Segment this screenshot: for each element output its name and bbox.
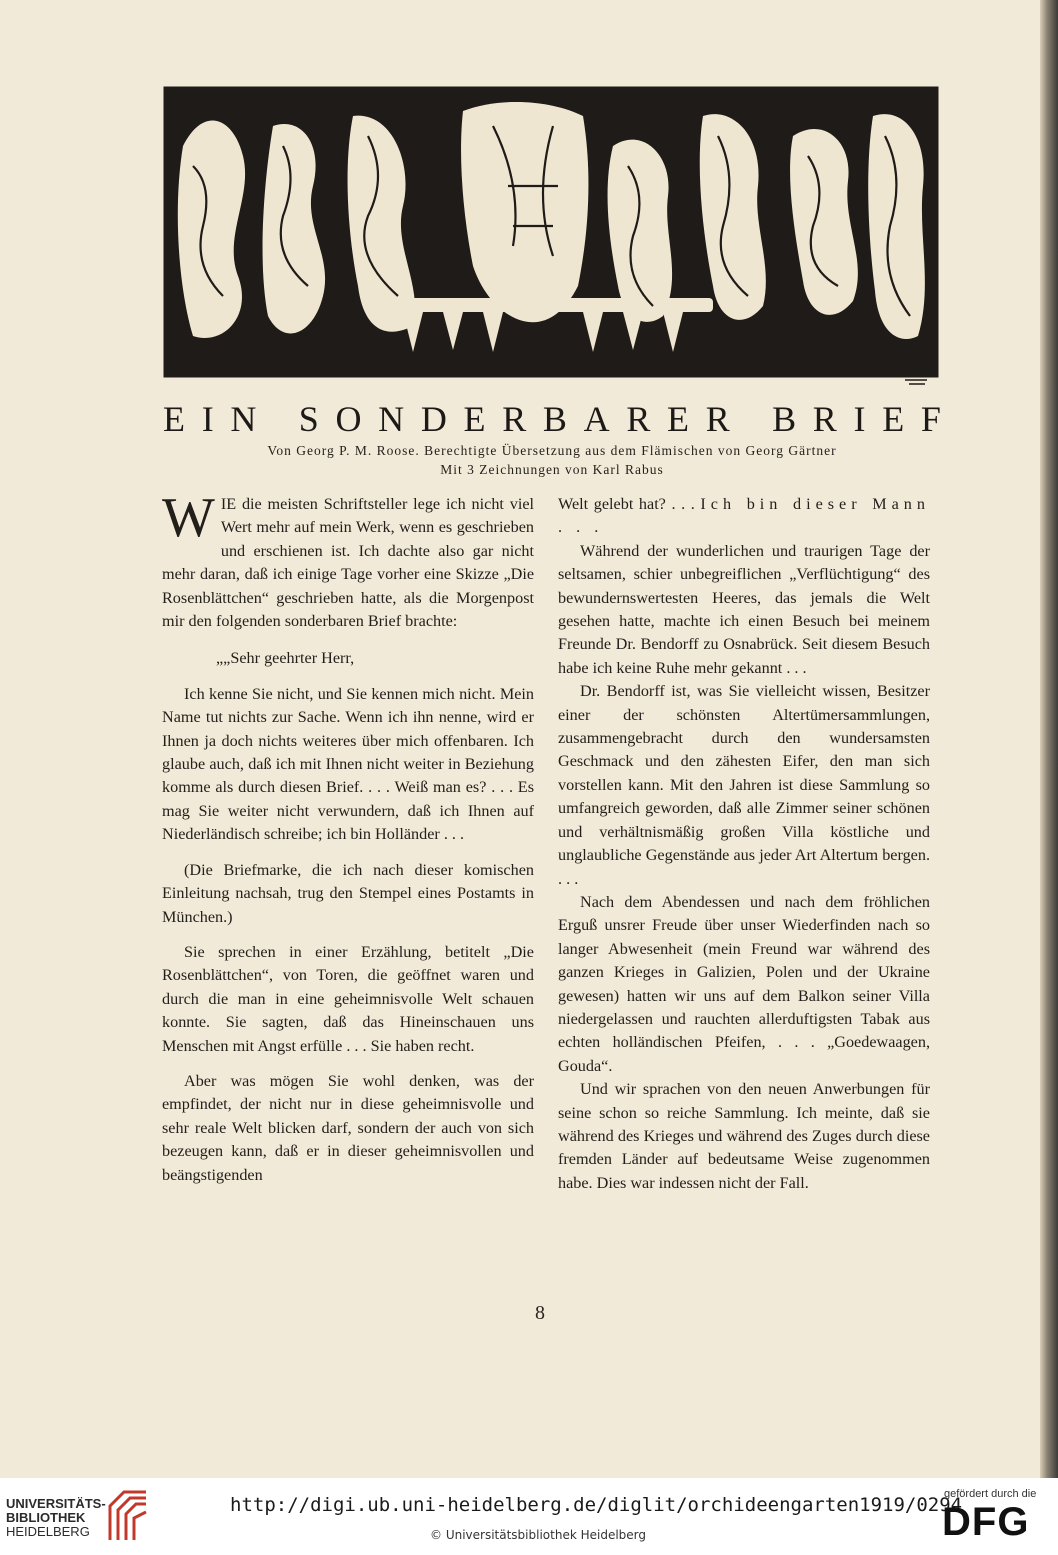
title-letter: E <box>667 399 690 439</box>
title-letter: N <box>230 399 257 439</box>
funding-label: gefördert durch die <box>944 1488 1037 1500</box>
document-url-link[interactable]: http://digi.ub.uni-heidelberg.de/diglit/orchideengarten1919/0294 <box>230 1494 963 1516</box>
paragraph: (Die Briefmarke, die ich nach dieser komischen Einleitung nachsah, trug den Stempel eines Postamts in München.) <box>162 860 534 926</box>
title-letter: D <box>420 399 447 439</box>
title-letter: E <box>463 399 486 439</box>
viewer-footer <box>0 1478 1058 1555</box>
library-logo-text[interactable] <box>6 1497 106 1539</box>
title-letter: O <box>335 399 362 439</box>
paragraph: Dr. Bendorff ist, was Sie vielleicht wissen, Besitzer einer der schönsten Altertümersammlungen, zusammengebracht durch den wundersamsten Geschmack und den zähesten Eifer, den man sich vorstellen kann. Mit den Jahren ist diese Sammlung so umfangreich geworden, daß alle Zimmer seiner schönen und verhältnismäßig großen Villa köstliche und unglaubliche Gegenstände aus jeder Art Altertum bergen. . . . <box>558 682 930 888</box>
title-letter: S <box>298 399 319 439</box>
book-spine-edge <box>1040 0 1058 1478</box>
emphasized-text: Ich bin dieser Mann . . . <box>558 495 930 537</box>
paragraph: Sie sprechen in einer Erzählung, betitelt „Die Rosenblättchen“, von Toren, die geöffnet waren und durch die man in eine geheimnisvolle Welt schauen konnte. Sie sagten, daß das Hineinschauen uns Menschen mit Angst erfülle . . . Sie haben recht. <box>162 942 534 1055</box>
left-column <box>162 487 534 1187</box>
title-letter: B <box>772 399 797 439</box>
title-letter: I <box>201 399 214 439</box>
library-logo-line: BIBLIOTHEK <box>6 1510 86 1525</box>
paragraph: Nach dem Abendessen und nach dem fröhlichen Erguß unsrer Freude über unser Wiederfinden nach so langer Abwesenheit (mein Freund war während des ganzen Krieges in Galizien, Polen und der Ukraine gewesen) hatten wir uns auf dem Balkon seiner Villa niedergelassen und rauchten allerduftigsten Tabak aus echten holländischen Pfeifen, . . . „Goedewaagen, Gouda“. <box>558 892 930 1075</box>
title-letter: N <box>378 399 405 439</box>
title-letter: R <box>705 399 730 439</box>
dfg-logo[interactable]: DFG <box>942 1500 1030 1544</box>
paragraph: Ich kenne Sie nicht, und Sie kennen mich nicht. Mein Name tut nichts zur Sache. Wenn ich ihn nenne, wird er Ihnen ja doch nichts weiteres über mich offenbaren. Ich glaube auch, daß ich mit Ihnen nicht weiter in Beziehung komme als durch diesen Brief. . . . Weiß man es? . . . Es mag Sie weiter nicht verwundern, daß ich Ihnen auf Niederländisch schreibe; ich bin Holländer . . . <box>162 684 534 844</box>
byline-author: Von Georg P. M. Roose. Berechtigte Übersetzung aus dem Flämischen von Georg Gärtner <box>267 443 837 458</box>
library-logo-line: HEIDELBERG <box>6 1524 90 1539</box>
right-column <box>558 493 930 1195</box>
paragraph <box>162 487 534 633</box>
woodcut-illustration <box>163 86 941 388</box>
paragraph: Und wir sprachen von den neuen Anwerbungen für seine schon so reiche Sammlung. Ich meinte, daß sie während des Krieges und während des Zuges durch diese fremden Länder auf bedeutsame Weise zugenommen habe. Dies war indessen nicht der Fall. <box>558 1080 930 1192</box>
drop-cap: W <box>162 487 215 549</box>
page-number: 8 <box>535 1302 545 1324</box>
paragraph: Aber was mögen Sie wohl denken, was der empfindet, der nicht nur in diese geheimnisvolle und sehr reale Welt blicken darf, sondern der auch von sich bezeugen kann, daß er in dieser geheimnisvollen und beängstigenden <box>162 1071 534 1184</box>
article-title <box>163 398 941 440</box>
copyright-notice: © Universitätsbibliothek Heidelberg <box>430 1528 647 1542</box>
title-letter: R <box>626 399 651 439</box>
byline-illustrations: Mit 3 Zeichnungen von Karl Rabus <box>440 462 664 477</box>
title-letter: R <box>502 399 527 439</box>
title-letter: E <box>163 399 185 439</box>
title-word-gap <box>746 398 755 440</box>
library-logo-icon <box>104 1486 152 1546</box>
paragraph-text: Welt gelebt hat? . . . <box>558 495 695 513</box>
title-letter: F <box>920 399 941 439</box>
title-letter: B <box>542 399 567 439</box>
library-logo-line: UNIVERSITÄTS- <box>6 1496 106 1511</box>
paragraph-text: IE die meisten Schriftsteller lege ich nicht viel Wert mehr auf mein Werk, wenn es geschrieben und erschienen ist. Ich dachte also gar nicht mehr daran, daß ich einige Tage vorher eine Skizze „Die Rosenblättchen“ geschrieben hatte, als die Morgenpost mir den folgenden sonderbaren Brief brachte: <box>162 495 534 631</box>
letter-salutation: „„Sehr geehrter Herr, <box>216 649 355 668</box>
title-letter: R <box>812 399 837 439</box>
paragraph: Während der wunderlichen und traurigen Tage der seltsamen, schier unbegreiflichen „Verflüchtigung“ des bewundernswertesten Heeres, das jemals die Welt gesehen hatte, machte ich einen Besuch bei meinem Freunde Dr. Bendorff zu Osnabrück. Seit diesem Besuch habe ich keine Ruhe mehr gekannt . . . <box>558 541 930 677</box>
title-letter: I <box>853 399 866 439</box>
title-letter: A <box>583 399 610 439</box>
title-letter: E <box>882 399 905 439</box>
title-word-gap <box>273 398 282 440</box>
paragraph <box>558 493 930 540</box>
